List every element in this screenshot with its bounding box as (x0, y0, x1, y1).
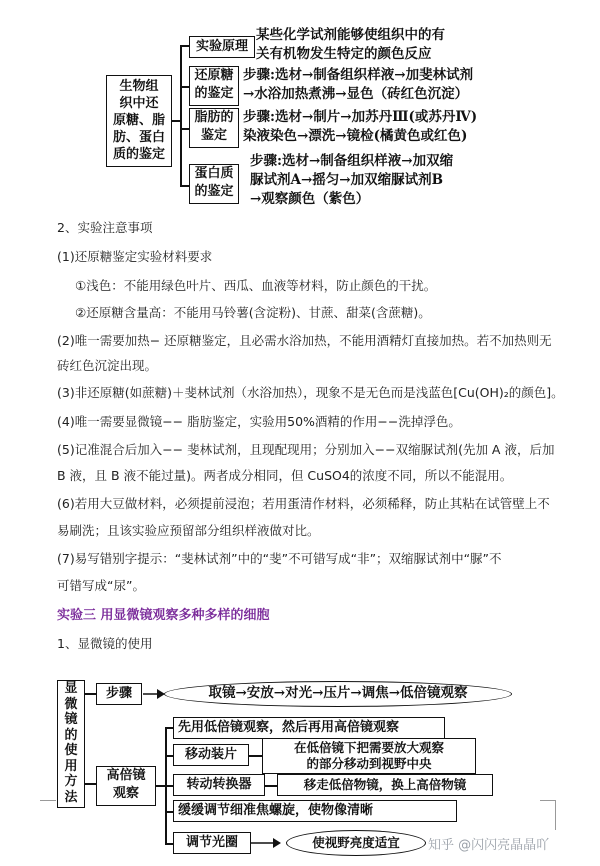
branch-fat: 脂肪的 鉴定 (189, 108, 239, 148)
note-item-1a: ①浅色：不能用绿色叶片、西瓜、血液等材料，防止颜色的干扰。 (75, 278, 437, 293)
section3-title: 实验三 用显微镜观察多种多样的细胞 (57, 608, 270, 623)
steps-oval: 取镜→安放→对光→压片→调焦→低倍镜观察 (164, 681, 512, 707)
reducing-sugar-line-1: 步骤:选材→制备组织样液→加斐林试剂 (243, 67, 474, 83)
principle-line-1: 某些化学试剂能够使组织中的有 (256, 27, 445, 43)
note-item-7-cont: 可错写成“尿”。 (57, 578, 145, 593)
steps-label: 步骤 (96, 683, 142, 705)
note-item-6-cont: 易刷洗；且该实验应预留部分组织样液做对比。 (57, 523, 320, 538)
sub-adjust-aperture: 调节光圈 (173, 832, 251, 854)
watermark: 知乎 @闪闪亮晶晶吖 (428, 838, 550, 853)
note-item-1: (1)还原糖鉴定实验材料要求 (57, 249, 213, 264)
note-item-3: (3)非还原糖(如蔗糖)＋斐林试剂（水浴加热），现象不是无色而是浅蓝色[Cu(OH)₂的颜色]。 (57, 385, 564, 400)
protein-line-1: 步骤:选材→制备组织样液→加双缩 (250, 153, 454, 169)
steps-arrow-icon (143, 687, 165, 701)
note-item-2-cont: 砖红色沉淀出现。 (57, 358, 158, 373)
section3-subheading: 1、显微镜的使用 (57, 636, 153, 651)
high-power-label: 高倍镜 观察 (96, 766, 156, 806)
note-item-6: (6)若用大豆做材料，必须提前浸泡；若用蛋清作材料，必须稀释，防止其粘在试管壁上不 (57, 496, 550, 511)
aperture-arrow-icon (251, 836, 281, 850)
note-item-2: (2)唯一需要加热− 还原糖鉴定，且必需水浴加热，不能用酒精灯直接加热。若不加热则无 (57, 333, 552, 348)
diagram1-root: 生物组 织中还 原糖、脂 肪、蛋白 质的鉴定 (106, 75, 172, 167)
note-item-1b: ②还原糖含量高：不能用马铃薯(含淀粉)、甘蔗、甜菜(含蔗糖)。 (75, 305, 431, 320)
sub-fine-focus: 缓缓调节细准焦螺旋，使物像清晰 (173, 800, 457, 822)
rotate-nosepiece-detail: 移走低倍物镜，换上高倍物镜 (277, 774, 493, 796)
principle-text (256, 26, 445, 64)
sub-rotate-nosepiece: 转动转换器 (173, 774, 265, 796)
note-item-7: (7)易写错别字提示：“斐林试剂”中的“斐”不可错写成“非”；双缩脲试剂中“脲”不 (57, 551, 502, 566)
branch-reducing-sugar: 还原糖 的鉴定 (189, 66, 239, 106)
note-item-4: (4)唯一需要显微镜−− 脂肪鉴定，实验用50%酒精的作用−−洗掉浮色。 (57, 414, 461, 429)
branch-principle: 实验原理 (189, 36, 255, 58)
protein-line-3: →观察颜色（紫色） (250, 191, 370, 207)
aperture-detail-oval: 使视野亮度适宜 (286, 830, 426, 856)
sub-low-then-high: 先用低倍镜观察，然后再用高倍镜观察 (173, 717, 445, 739)
reducing-sugar-line-2: →水浴加热煮沸→显色（砖红色沉淀） (243, 86, 469, 102)
note-item-5-cont: B 液，且 B 液不能过量)。两者成分相同，但 CuSO4的浓度不同，所以不能混用。 (57, 468, 513, 483)
sub-move-slide: 移动装片 (173, 744, 249, 766)
notes-heading: 2、实验注意事项 (57, 220, 153, 235)
reducing-sugar-text (243, 66, 473, 104)
branch-protein: 蛋白质 的鉴定 (189, 164, 239, 204)
move-slide-detail: 在低倍镜下把需要放大观察 的部分移动到视野中央 (262, 738, 476, 774)
note-item-5: (5)记准混合后加入−− 斐林试剂，且现配现用；分别加入−−双缩脲试剂(先加 A 液，后加 (57, 442, 555, 457)
fat-line-2: 染液染色→漂洗→镜检(橘黄色或红色) (243, 128, 468, 144)
diagram2-root: 显 微 镜 的 使 用 方 法 (57, 680, 85, 808)
fat-line-1: 步骤:选材→制片→加苏丹Ⅲ(或苏丹Ⅳ) (243, 109, 478, 125)
principle-line-2: 关有机物发生特定的颜色反应 (256, 46, 432, 62)
protein-text (250, 152, 453, 209)
fat-text (243, 108, 477, 146)
protein-line-2: 脲试剂A→摇匀→加双缩脲试剂B (250, 172, 444, 188)
